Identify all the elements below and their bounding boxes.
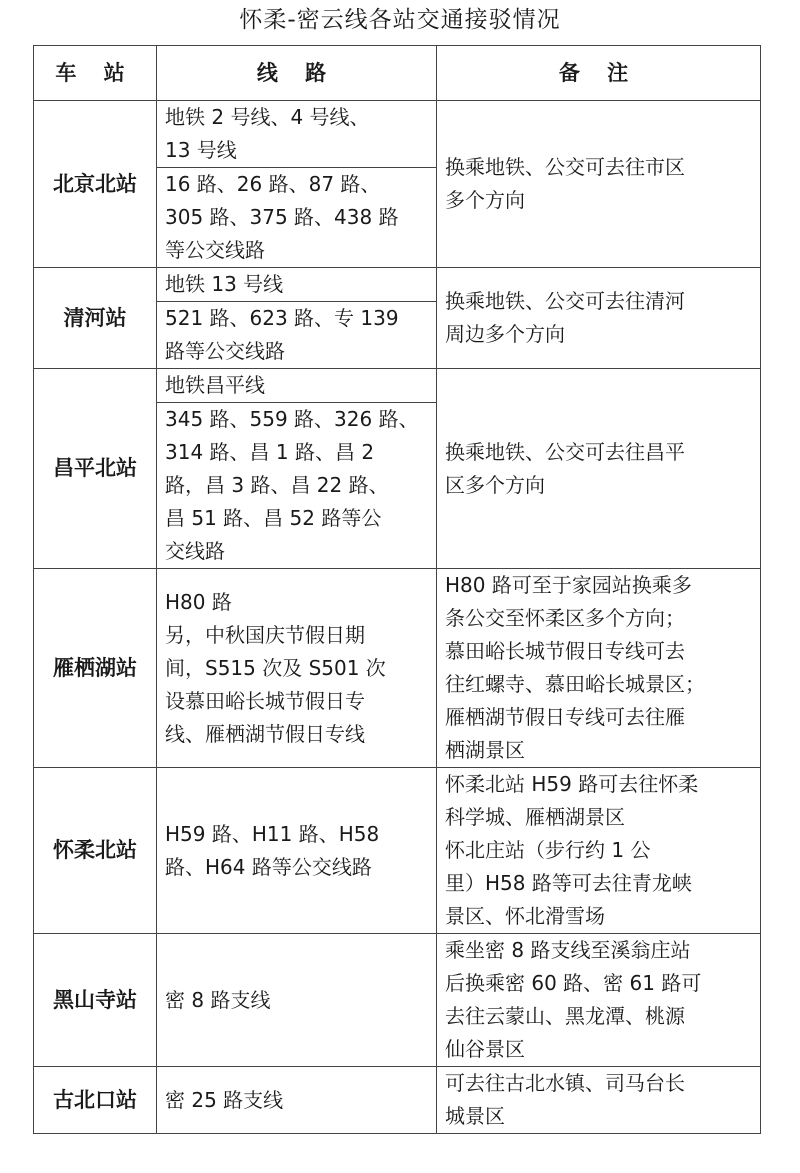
routes-cell (157, 369, 437, 403)
transit-table (33, 45, 761, 1134)
notes-cell (437, 369, 761, 569)
routes-text: 密 8 路支线 (165, 987, 271, 1012)
notes-cell (437, 101, 761, 268)
station-cell: 怀柔北站 (34, 768, 157, 934)
station-cell: 古北口站 (34, 1067, 157, 1134)
station-cell: 黑山寺站 (34, 934, 157, 1067)
notes-cell (437, 569, 761, 768)
table-header-row (34, 46, 761, 101)
notes-text: 换乘地铁、公交可去往市区 多个方向 (445, 155, 685, 212)
notes-text: H80 路可至于家园站换乘多 条公交至怀柔区多个方向； 慕田峪长城节假日专线可去 往红螺寺、慕田峪长城景区； 雁栖湖节假日专线可去往雁 栖湖景区 (445, 573, 705, 762)
notes-cell (437, 1067, 761, 1134)
routes-text: 密 25 路支线 (165, 1087, 284, 1112)
header-station: 车 站 (34, 46, 157, 101)
routes-cell (157, 403, 437, 569)
routes-text: 地铁昌平线 (165, 373, 265, 397)
routes-text: 345 路、559 路、326 路、 314 路、昌 1 路、昌 2 路，昌 3 路、昌 22 路、 昌 51 路、昌 52 路等公 交线路 (165, 407, 419, 563)
routes-cell (157, 569, 437, 768)
notes-text: 换乘地铁、公交可去往清河 周边多个方向 (445, 289, 685, 346)
routes-text: H59 路、H11 路、H58 路、H64 路等公交线路 (165, 821, 380, 879)
routes-text: 521 路、623 路、专 139 路等公交线路 (165, 306, 399, 363)
routes-cell (157, 101, 437, 168)
notes-text: 怀柔北站 H59 路可去往怀柔 科学城、雁栖湖景区 怀北庄站（步行约 1 公 里）H58 路等可去往青龙峡 景区、怀北滑雪场 (445, 772, 699, 928)
routes-text: 地铁 13 号线 (165, 272, 284, 296)
routes-text: 16 路、26 路、87 路、 305 路、375 路、438 路 等公交线路 (165, 172, 399, 262)
station-cell: 北京北站 (34, 101, 157, 268)
notes-text: 乘坐密 8 路支线至溪翁庄站 后换乘密 60 路、密 61 路可 去往云蒙山、黑龙潭、桃源 仙谷景区 (445, 938, 702, 1061)
routes-cell (157, 268, 437, 302)
notes-text: 换乘地铁、公交可去往昌平 区多个方向 (445, 439, 685, 497)
station-cell: 清河站 (34, 268, 157, 369)
table-row (34, 369, 761, 403)
station-cell: 雁栖湖站 (34, 569, 157, 768)
routes-cell (157, 1067, 437, 1134)
table-row (34, 569, 761, 768)
header-notes: 备 注 (437, 46, 761, 101)
notes-cell (437, 934, 761, 1067)
routes-cell (157, 302, 437, 369)
table-row (34, 768, 761, 934)
routes-cell (157, 934, 437, 1067)
table-row (34, 101, 761, 168)
routes-text: H80 路 另，中秋国庆节假日期 间，S515 次及 S501 次 设慕田峪长城节假日专 线、雁栖湖节假日专线 (165, 589, 386, 746)
notes-cell (437, 268, 761, 369)
station-cell: 昌平北站 (34, 369, 157, 569)
notes-text: 可去往古北水镇、司马台长 城景区 (445, 1071, 685, 1128)
notes-cell (437, 768, 761, 934)
routes-cell (157, 768, 437, 934)
header-routes: 线 路 (157, 46, 437, 101)
page-title: 怀柔-密云线各站交通接驳情况 (239, 7, 561, 33)
routes-cell (157, 168, 437, 268)
table-row (34, 268, 761, 302)
table-row (34, 934, 761, 1067)
table-row (34, 1067, 761, 1134)
routes-text: 地铁 2 号线、4 号线、 13 号线 (165, 105, 370, 162)
